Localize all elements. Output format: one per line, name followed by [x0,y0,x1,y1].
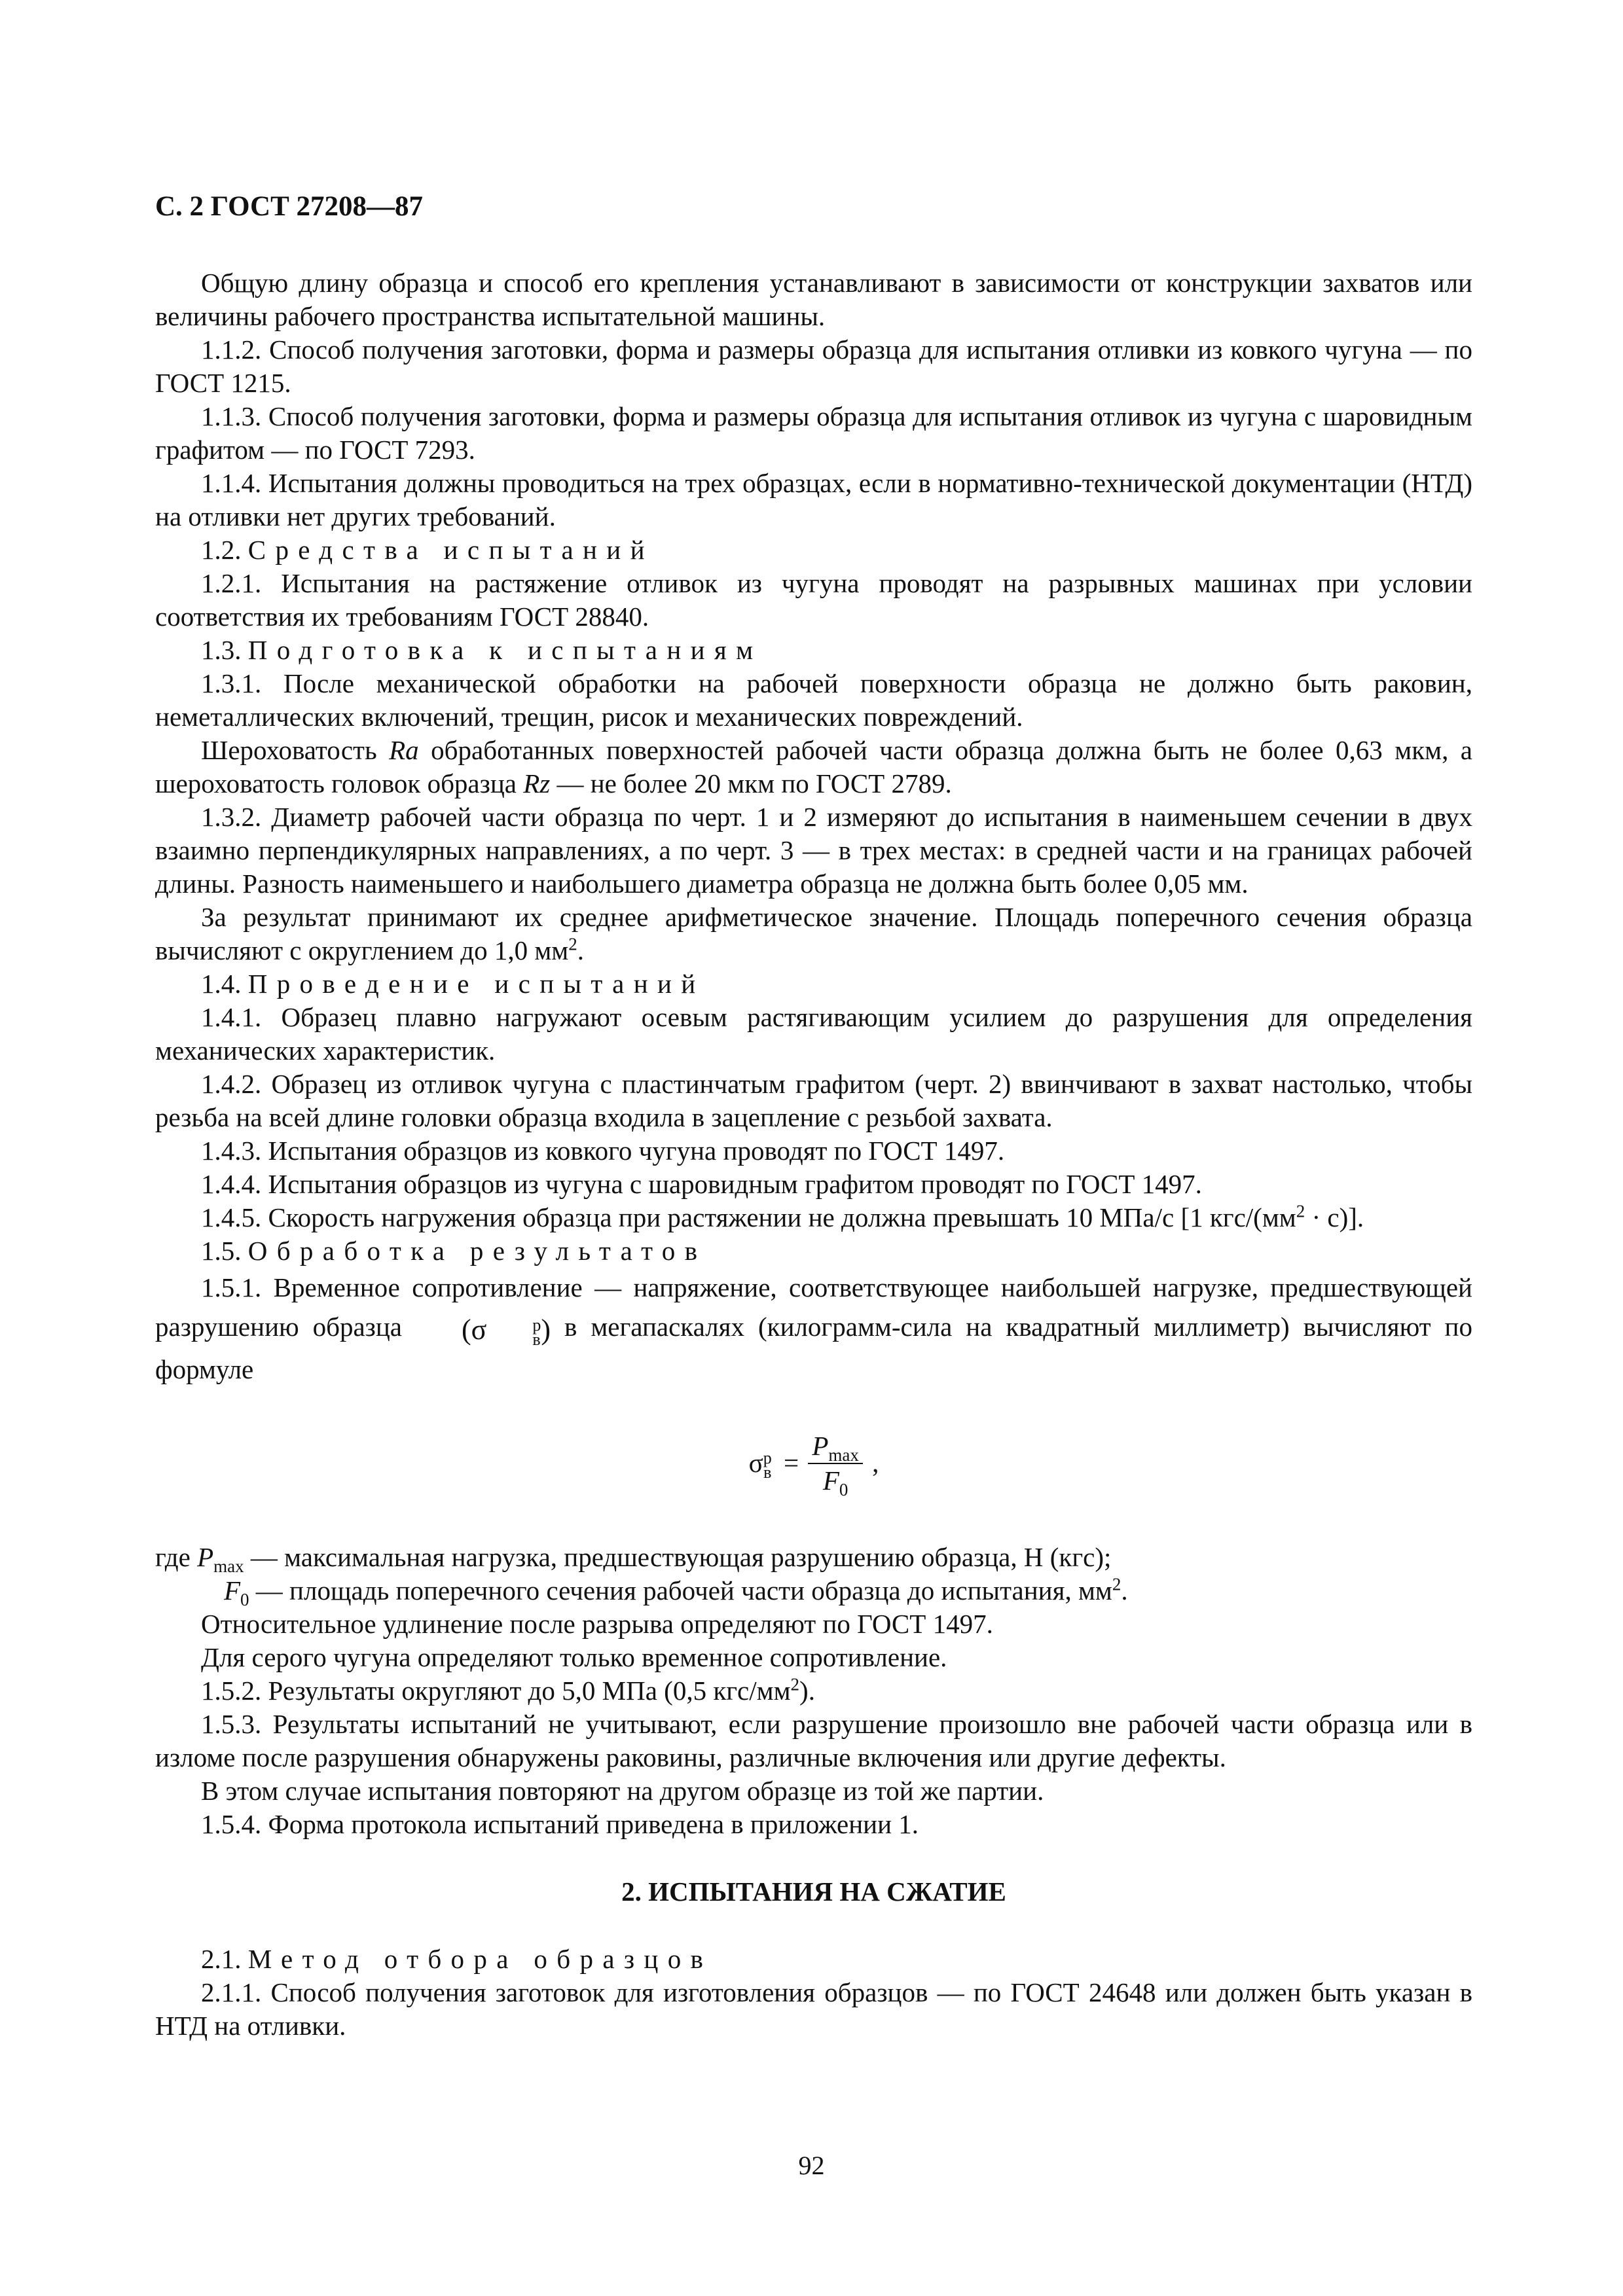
formula-legend [155,1541,1472,1607]
text-run: . [577,935,584,965]
sigma-glyph: σ [748,1447,763,1478]
sigma-superscript: р [763,1448,772,1468]
paragraph [155,1268,1472,1389]
paragraph [155,734,1472,800]
sigma-glyph: σ [471,1313,487,1346]
text-run: в мегапаскалях (килограмм-сила на квадратный миллиметр) вычисляют по формуле [155,1312,1472,1384]
paragraph: Общую длину образца и способ его крепления устанавливают в зависимости от конструкции захватов или величины рабочего пространства испытательной машины. [155,268,1472,331]
formula-fraction [808,1429,863,1498]
paragraph: 1.2.1. Испытания на растяжение отливок из чугуна проводят на разрывных машинах при условии соответствия их требованиям ГОСТ 28840. [155,568,1472,632]
fraction-numerator [808,1429,863,1464]
superscript: 2 [1296,1201,1305,1221]
subsection-heading [155,533,1472,567]
paragraph: 1.3.1. После механической обработки на рабочей поверхности образца не должно быть раковин, неметаллических включений, трещин, рисок и механических повреждений. [155,668,1472,732]
text-run: — максимальная нагрузка, предшествующая разрушению образца, Н (кгс); [244,1541,1112,1572]
legend-variable: P [197,1541,214,1572]
subsection-title: Метод отбора образцов [247,1943,713,1974]
text-run: За результат принимают их среднее арифметическое значение. Площадь поперечного сечения образца вычисляют с округлением до 1,0 мм [155,902,1472,965]
ra-symbol: Ra [389,735,419,765]
subsection-heading [155,1943,1472,1976]
inline-sigma-symbol: (σ р в ) [462,1313,551,1349]
superscript: 2 [790,1674,800,1694]
numerator-variable: P [812,1430,829,1461]
subsection-title: Обработка результатов [247,1236,707,1266]
paragraph: Относительное удлинение после разрыва определяют по ГОСТ 1497. [201,1608,993,1639]
paragraph [155,1201,1472,1234]
paragraph: 1.4.1. Образец плавно нагружают осевым растягивающим усилием до разрушения для определения механических характеристик. [155,1002,1472,1066]
legend-subscript: max [213,1556,244,1576]
subsection-title: Подготовка к испытаниям [247,635,763,665]
text-run: 1.5.1. Временное сопротивление — напряжение, соответствующее наибольшей нагрузке, предшествующей разрушению образца [155,1272,1472,1342]
page-number: 92 [798,2151,825,2180]
text-run: Шероховатость [201,735,390,765]
paragraph: 1.1.3. Способ получения заготовки, форма и размеры образца для испытания отливок из чугуна с шаровидным графитом — по ГОСТ 7293. [155,401,1472,465]
text-run: — не более 20 мкм по ГОСТ 2789. [550,768,952,798]
paragraph: 1.4.4. Испытания образцов из чугуна с шаровидным графитом проводят по ГОСТ 1497. [201,1169,1202,1199]
subsection-number: 1.3. [201,635,242,665]
subsection-number: 1.4. [201,969,242,999]
subsection-heading [155,967,1472,1001]
formula-comma: , [872,1448,879,1479]
legend-line [155,1541,1472,1574]
section-title: 2. ИСПЫТАНИЯ НА СЖАТИЕ [621,1876,1006,1907]
text-run: · с)]. [1305,1202,1364,1232]
legend-subscript: 0 [240,1589,249,1609]
paragraph: 1.4.2. Образец из отливок чугуна с пластинчатым графитом (черт. 2) ввинчивают в захват настолько, чтобы резьба на всей длине головки образца входила в зацепление с резьбой захвата. [155,1069,1472,1132]
sigma-superscript: р [532,1315,541,1335]
text-run: 1.5.2. Результаты округляют до 5,0 МПа (0,5 кгс/мм [201,1675,791,1706]
paragraph: 1.5.4. Форма протокола испытаний приведена в приложении 1. [201,1808,919,1839]
subsection-heading [155,1234,1472,1268]
subsection-heading [155,634,1472,667]
text-run: — площадь поперечного сечения рабочей части образца до испытания, мм [249,1575,1112,1605]
document-page [155,190,1472,2043]
legend-variable: F [224,1575,241,1605]
denominator-subscript: 0 [839,1479,848,1499]
subsection-number: 2.1. [201,1943,242,1974]
subsection-title: Средства испытаний [247,535,654,565]
paragraph: В этом случае испытания повторяют на другом образце из той же партии. [201,1775,1044,1806]
paragraph: 1.4.3. Испытания образцов из ковкого чугуна проводят по ГОСТ 1497. [201,1136,1005,1166]
text-run: . [1121,1575,1128,1605]
paragraph: 1.1.2. Способ получения заготовки, форма и размеры образца для испытания отливки из ковкого чугуна — по ГОСТ 1215. [155,334,1472,398]
superscript: 2 [1112,1573,1122,1594]
formula [155,1429,1472,1498]
text-run: 1.4.5. Скорость нагружения образца при растяжении не должна превышать 10 МПа/с [1 кгс/(мм [201,1202,1296,1232]
text-run: ). [799,1675,815,1706]
rz-symbol: Rz [523,768,551,798]
legend-line [155,1574,1472,1607]
sigma-subscript: в [763,1463,772,1482]
numerator-subscript: max [828,1444,859,1465]
paragraph: 1.3.2. Диаметр рабочей части образца по черт. 1 и 2 измеряют до испытания в наименьшем сечении в двух взаимно перпендикулярных направлениях, а по черт. 3 — в трех местах: в средней части и на границах рабочей длины. Разность наименьшего и наибольшего диаметра образца не должна быть более 0,05 мм. [155,802,1472,899]
text-run: где [155,1541,198,1572]
denominator-variable: F [822,1465,839,1496]
subsection-title: Проведение испытаний [247,969,705,999]
page-header: С. 2 ГОСТ 27208—87 [155,191,424,222]
equals-sign: = [783,1448,799,1479]
formula-lhs [749,1446,772,1480]
paragraph: Для серого чугуна определяют только временное сопротивление. [201,1641,947,1672]
paragraph [155,1674,1472,1708]
fraction-denominator [808,1464,863,1498]
subsection-number: 1.5. [201,1236,242,1266]
superscript: 2 [568,934,577,954]
subsection-number: 1.2. [201,535,242,565]
paragraph: 1.1.4. Испытания должны проводиться на трех образцах, если в нормативно-технической документации (НТД) на отливки нет других требований. [155,468,1472,531]
paragraph: 1.5.3. Результаты испытаний не учитывают, если разрушение произошло вне рабочей части образца или в изломе после разрушения обнаружены раковины, различные включения или другие дефекты. [155,1708,1472,1772]
sigma-subscript: в [532,1329,541,1349]
paragraph: 2.1.1. Способ получения заготовок для изготовления образцов — по ГОСТ 24648 или должен быть указан в НТД на отливки. [155,1977,1472,2041]
paragraph [155,901,1472,967]
text-run: обработанных поверхностей рабочей части образца должна быть не более 0,63 мкм, а шероховатость головок образца [155,735,1472,798]
